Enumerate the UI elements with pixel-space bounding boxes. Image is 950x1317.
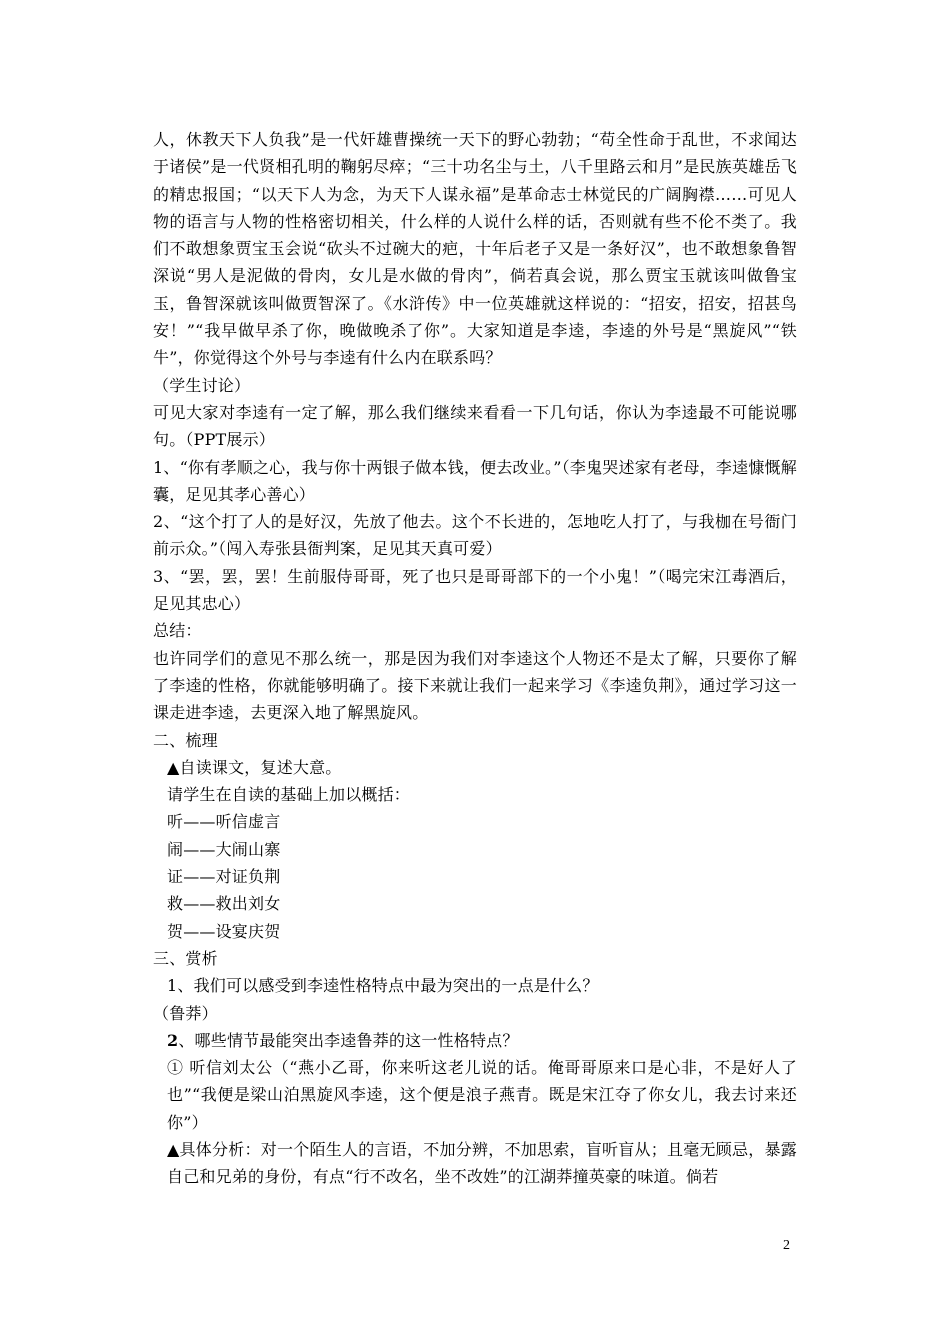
paragraph: 总结：	[153, 621, 202, 641]
body-text	[153, 126, 797, 1191]
paragraph: ▲自读课文，复述大意。	[167, 757, 342, 777]
paragraph: 1、我们可以感受到李逵性格特点中最为突出的一点是什么？	[167, 976, 599, 996]
paragraph: 1、“你有孝顺之心，我与你十两银子做本钱，便去改业。”（李鬼哭述家有老母，李逵慷慨解囊，足见其孝心善心）	[153, 457, 797, 504]
paragraph: 救——救出刘女	[167, 894, 281, 914]
paragraph: ① 听信刘太公（“燕小乙哥，你来听这老儿说的话。俺哥哥原来口是心非，不是好人了也”“我便是梁山泊黑旋风李逵，这个便是浪子燕青。既是宋江夺了你女儿，我去讨来还你”）	[167, 1058, 797, 1132]
paragraph: 三、赏析	[153, 948, 218, 968]
paragraph: ▲具体分析：对一个陌生人的言语，不加分辨，不加思索，盲听盲从；且毫无顾忌，暴露自己和兄弟的身份，有点“行不改名，坐不改姓”的江湖莽撞英豪的味道。倘若	[167, 1139, 797, 1187]
paragraph: 证——对证负荆	[167, 867, 281, 887]
paragraph: 请学生在自读的基础上加以概括：	[167, 785, 411, 805]
paragraph: 3、“罢，罢，罢！生前服侍哥哥，死了也只是哥哥部下的一个小鬼！”（喝完宋江毒酒后，足见其忠心）	[153, 566, 797, 614]
paragraph: 人，休教天下人负我”是一代奸雄曹操统一天下的野心勃勃；“苟全性命于乱世，不求闻达于诸侯”是一代贤相孔明的鞠躬尽瘁；“三十功名尘与土，八千里路云和月”是民族英雄岳飞的精忠报国；“以天下人为念，为天下人谋永福”是革命志士林觉民的广阔胸襟……可见人物的语言与人物的性格密切相关，什么样的人说什么样的话，否则就有些不伦不类了。我们不敢想象贾宝玉会说“砍头不过碗大的疤，十年后老子又是一条好汉”，也不敢想象鲁智深说“男人是泥做的骨肉，女儿是水做的骨肉”，倘若真会说，那么贾宝玉就该叫做鲁宝玉，鲁智深就该叫做贾智深了。《水浒传》中一位英雄就这样说的：“招安，招安，招甚鸟安！”“我早做早杀了你，晚做晚杀了你”。大家知道是李逵，李逵的外号是“黑旋风”“铁牛”，你觉得这个外号与李逵有什么内在联系吗？	[153, 130, 797, 368]
paragraph: 也许同学们的意见不那么统一，那是因为我们对李逵这个人物还不是太了解，只要你了解了李逵的性格，你就能够明确了。接下来就让我们一起来学习《李逵负荆》，通过学习这一课走进李逵，去更深入地了解黑旋风。	[153, 648, 797, 723]
paragraph: 2、“这个打了人的是好汉，先放了他去。这个不长进的，怎地吃人打了，与我枷在号衙门前示众。”（闯入寿张县衙判案，足见其天真可爱）	[153, 512, 797, 559]
page-number: 2	[783, 1238, 790, 1253]
paragraph: 闹——大闹山寨	[167, 839, 281, 859]
paragraph: 贺——设宴庆贺	[167, 921, 281, 941]
paragraph: 二、梳理	[153, 730, 218, 750]
paragraph: 2、哪些情节最能突出李逵鲁莽的这一性格特点？	[167, 1030, 519, 1050]
paragraph: （鲁莽）	[153, 1003, 218, 1023]
paragraph: （学生讨论）	[153, 375, 251, 395]
paragraph: 听——听信虚言	[167, 812, 281, 832]
paragraph: 可见大家对李逵有一定了解，那么我们继续来看看一下几句话，你认为李逵最不可能说哪句。（PPT展示）	[153, 402, 797, 450]
